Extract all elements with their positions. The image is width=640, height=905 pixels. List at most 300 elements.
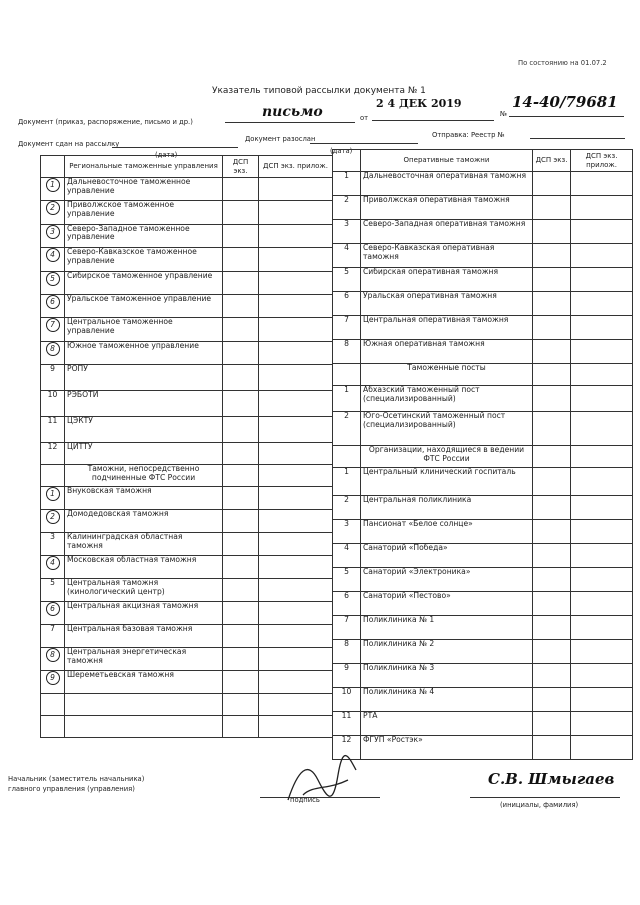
left-row-dsp-cell [223,556,259,579]
number-value: 14-40/79681 [512,93,618,111]
right-row-number [333,712,361,736]
table-row [41,391,333,417]
row-number-text: 1 [344,171,349,180]
left-row-dsp-att-cell [259,294,333,317]
right-section-title: Организации, находящиеся в ведении ФТС России [361,446,533,468]
right-row-name: Поликлиника № 4 [361,688,533,712]
section-header-row [333,364,633,386]
circled-number: 5 [46,272,60,286]
right-row-dsp-att-cell [571,616,633,640]
left-row-number [41,318,65,341]
table-row [41,648,333,671]
circled-number: 2 [46,201,60,215]
row-number-text: 9 [50,364,55,374]
right-row-dsp-att-cell [571,172,633,196]
table-row [333,520,633,544]
right-row-dsp-cell [533,640,571,664]
right-row-dsp-att-cell [571,220,633,244]
row-number-text: 7 [344,315,349,324]
left-row-name: Дальневосточное таможенное управление [65,178,223,201]
left-row-dsp-att-cell [259,625,333,648]
right-row-number [333,316,361,340]
row-number-text: 9 [344,663,349,672]
row-number-text: 4 [344,543,349,552]
left-row-name: Центральная базовая таможня [65,625,223,648]
table-row [41,201,333,224]
right-row-number [333,592,361,616]
table-row [333,268,633,292]
table-row [333,592,633,616]
row-number-text: 8 [344,339,349,348]
right-row-name: Дальневосточная оперативная таможня [361,172,533,196]
row-number-text: 1 [344,385,349,394]
right-row-dsp-att-cell [571,688,633,712]
row-number-text: 7 [344,615,349,624]
circled-number: 8 [46,342,60,356]
right-col-name: Оперативные таможни [361,150,533,172]
table-row [41,341,333,364]
table-row [333,736,633,760]
row-number-text: 7 [50,624,55,634]
right-section-dsp-att-cell [571,446,633,468]
row-number-text: 2 [344,195,349,204]
left-row-dsp-att-cell [259,556,333,579]
table-row [41,178,333,201]
circled-number: 6 [46,295,60,309]
row-number-text: 6 [344,291,349,300]
page-title: Указатель типовой рассылки документа № 1 [212,86,426,96]
table-row [41,271,333,294]
right-row-dsp-att-cell [571,412,633,446]
right-row-number [333,520,361,544]
left-row-name: Северо-Западное таможенное управление [65,224,223,247]
right-row-dsp-att-cell [571,520,633,544]
right-row-name: ФГУП «Ростэк» [361,736,533,760]
left-row-dsp-att-cell [259,391,333,417]
right-row-dsp-att-cell [571,664,633,688]
right-row-dsp-cell [533,292,571,316]
empty-cell [41,716,65,738]
left-row-number [41,341,65,364]
right-row-dsp-att-cell [571,244,633,268]
right-section-title: Таможенные посты [361,364,533,386]
left-section-num-cell [41,465,65,487]
table-row [333,544,633,568]
section-header-row [333,446,633,468]
right-row-number [333,244,361,268]
left-row-name: Северо-Кавказское таможенное управление [65,248,223,271]
left-col-num [41,156,65,178]
left-row-dsp-att-cell [259,510,333,533]
right-row-dsp-cell [533,244,571,268]
left-row-number [41,648,65,671]
left-row-name: ЦИТТУ [65,443,223,465]
left-row-dsp-att-cell [259,648,333,671]
table-row [41,579,333,602]
right-row-name: Приволжская оперативная таможня [361,196,533,220]
circled-number: 2 [46,510,60,524]
right-row-dsp-cell [533,340,571,364]
table-row [333,568,633,592]
left-row-name: Центральная акцизная таможня [65,602,223,625]
right-row-dsp-cell [533,220,571,244]
left-row-dsp-cell [223,318,259,341]
right-row-dsp-att-cell [571,712,633,736]
left-row-name: Московская областная таможня [65,556,223,579]
right-row-number [333,616,361,640]
left-row-name: Центральное таможенное управление [65,318,223,341]
left-row-dsp-att-cell [259,201,333,224]
right-row-name: Поликлиника № 1 [361,616,533,640]
left-row-dsp-att-cell [259,417,333,443]
table-row [333,712,633,736]
left-row-dsp-cell [223,443,259,465]
row-number-text: 2 [344,495,349,504]
right-row-dsp-cell [533,568,571,592]
left-row-number [41,533,65,556]
table-row [41,602,333,625]
right-section-dsp-att-cell [571,364,633,386]
right-row-number [333,640,361,664]
row-number-text: 8 [344,639,349,648]
right-section-num-cell [333,364,361,386]
left-row-number [41,510,65,533]
number-line [509,116,624,117]
right-row-number [333,268,361,292]
right-table [332,149,633,760]
right-row-name: Поликлиника № 3 [361,664,533,688]
left-row-dsp-cell [223,417,259,443]
shipment-line [530,138,625,139]
left-row-dsp-att-cell [259,579,333,602]
left-row-dsp-att-cell [259,365,333,391]
right-row-name: РТА [361,712,533,736]
left-row-dsp-cell [223,248,259,271]
left-row-number [41,294,65,317]
right-row-name: Северо-Западная оперативная таможня [361,220,533,244]
right-row-name: Уральская оперативная таможня [361,292,533,316]
left-table [40,155,333,738]
number-label: № [500,110,508,118]
empty-cell [259,716,333,738]
left-row-dsp-cell [223,625,259,648]
right-row-dsp-att-cell [571,544,633,568]
table-row [41,365,333,391]
right-row-dsp-att-cell [571,568,633,592]
signature-label: подпись [290,796,320,804]
shipment-label: Отправка: Реестр № [432,131,505,139]
section-header-row [41,465,333,487]
table-row [41,417,333,443]
right-row-dsp-cell [533,496,571,520]
circled-number: 6 [46,602,60,616]
table-row [333,292,633,316]
left-row-dsp-att-cell [259,443,333,465]
left-row-number [41,271,65,294]
right-row-dsp-cell [533,468,571,496]
right-col-dsp-att: ДСП экз. прилож. [571,150,633,172]
left-row-name: Калининградская областная таможня [65,533,223,556]
table-row [333,496,633,520]
table-row [333,196,633,220]
table-row [333,386,633,412]
table-row [333,220,633,244]
right-row-dsp-cell [533,736,571,760]
right-row-dsp-att-cell [571,196,633,220]
right-row-number [333,196,361,220]
right-row-dsp-cell [533,592,571,616]
table-row [333,688,633,712]
table-row [333,640,633,664]
right-row-dsp-att-cell [571,292,633,316]
row-number-text: 6 [344,591,349,600]
doc-type-line [225,122,355,123]
corner-note: По состоянию на 01.07.2 [518,59,607,67]
table-row [41,671,333,694]
left-row-number [41,443,65,465]
left-row-name: ЦЭКТУ [65,417,223,443]
left-row-dsp-cell [223,487,259,510]
left-row-name: Шереметьевская таможня [65,671,223,694]
right-row-dsp-cell [533,688,571,712]
table-row [41,224,333,247]
left-row-name: Сибирское таможенное управление [65,271,223,294]
table-row [41,533,333,556]
circled-number: 4 [46,556,60,570]
left-row-name: Центральная таможня (кинологический центр) [65,579,223,602]
right-row-number [333,568,361,592]
right-row-name: Центральная поликлиника [361,496,533,520]
row-number-text: 12 [341,735,352,744]
circled-number: 4 [46,248,60,262]
left-row-number [41,602,65,625]
row-number-text: 5 [344,567,349,576]
row-number-text: 1 [344,467,349,476]
doc-type-label: Документ (приказ, распоряжение, письмо и др.) [18,118,193,126]
left-row-number [41,178,65,201]
initials-label: (инициалы, фамилия) [500,801,579,809]
left-row-dsp-cell [223,294,259,317]
table-row [333,172,633,196]
date-hint-right: (дата) [330,147,353,155]
right-row-number [333,664,361,688]
empty-cell [259,694,333,716]
right-row-dsp-cell [533,268,571,292]
right-row-number [333,544,361,568]
role-line-2: главного управления (управления) [8,785,135,793]
right-row-name: Санаторий «Победа» [361,544,533,568]
empty-cell [65,716,223,738]
row-number-text: 2 [344,411,349,420]
right-row-number [333,340,361,364]
handwritten-name: С.В. Шмыгаев [488,770,615,788]
left-row-dsp-cell [223,178,259,201]
left-col-dsp-att: ДСП экз. прилож. [259,156,333,178]
row-number-text: 12 [47,442,58,452]
row-number-text: 5 [50,578,55,588]
right-row-dsp-att-cell [571,340,633,364]
table-row [41,625,333,648]
row-number-text: 11 [47,416,58,426]
left-row-number [41,417,65,443]
table-row [41,556,333,579]
left-row-name: Центральная энергетическая таможня [65,648,223,671]
right-col-num [333,150,361,172]
left-row-dsp-att-cell [259,671,333,694]
empty-cell [41,694,65,716]
right-section-num-cell [333,446,361,468]
sent-label: Документ разослан [245,135,316,143]
left-row-dsp-cell [223,579,259,602]
right-row-dsp-att-cell [571,386,633,412]
right-row-dsp-att-cell [571,316,633,340]
table-row [41,510,333,533]
right-section-dsp-cell [533,364,571,386]
left-section-dsp-cell [223,465,259,487]
left-row-number [41,671,65,694]
right-row-name: Южная оперативная таможня [361,340,533,364]
left-row-name: Южное таможенное управление [65,341,223,364]
circled-number: 1 [46,178,60,192]
right-section-dsp-cell [533,446,571,468]
from-line [372,120,494,121]
left-row-number [41,248,65,271]
right-row-dsp-cell [533,316,571,340]
right-row-name: Поликлиника № 2 [361,640,533,664]
left-row-number [41,487,65,510]
left-row-dsp-cell [223,271,259,294]
table-row [41,248,333,271]
circled-number: 9 [46,671,60,685]
doc-type-value: письмо [262,104,323,120]
right-row-name: Северо-Кавказская оперативная таможня [361,244,533,268]
circled-number: 1 [46,487,60,501]
left-row-dsp-att-cell [259,318,333,341]
date-hint-left: (дата) [155,151,178,159]
right-row-name: Центральный клинический госпиталь [361,468,533,496]
submitted-line [112,147,238,148]
row-number-text: 3 [50,532,55,542]
left-row-number [41,625,65,648]
row-number-text: 10 [341,687,352,696]
right-row-number [333,292,361,316]
right-row-dsp-att-cell [571,468,633,496]
right-row-dsp-cell [533,412,571,446]
left-row-dsp-cell [223,533,259,556]
right-row-name: Сибирская оперативная таможня [361,268,533,292]
initials-line [470,797,620,798]
left-row-dsp-cell [223,391,259,417]
left-row-name: РЭБОТИ [65,391,223,417]
right-row-number [333,496,361,520]
table-row [333,340,633,364]
right-col-dsp: ДСП экз. [533,150,571,172]
right-row-number [333,412,361,446]
table-row [333,412,633,446]
right-row-dsp-cell [533,196,571,220]
right-row-dsp-cell [533,664,571,688]
right-row-name: Санаторий «Электроника» [361,568,533,592]
right-row-dsp-att-cell [571,268,633,292]
left-row-dsp-att-cell [259,602,333,625]
left-row-number [41,556,65,579]
right-row-dsp-cell [533,616,571,640]
left-section-dsp-att-cell [259,465,333,487]
right-row-number [333,386,361,412]
left-section-title: Таможни, непосредственно подчиненные ФТС России [65,465,223,487]
left-row-name: Внуковская таможня [65,487,223,510]
left-row-dsp-att-cell [259,487,333,510]
table-row [333,244,633,268]
right-row-number [333,172,361,196]
table-row [333,616,633,640]
role-line-1: Начальник (заместитель начальника) [8,775,145,783]
row-number-text: 3 [344,519,349,528]
table-row [333,664,633,688]
circled-number: 7 [46,318,60,332]
right-row-name: Пансионат «Белое солнце» [361,520,533,544]
left-row-name: Уральское таможенное управление [65,294,223,317]
right-row-number [333,468,361,496]
left-row-dsp-cell [223,648,259,671]
table-row [41,487,333,510]
left-row-dsp-cell [223,224,259,247]
left-row-number [41,579,65,602]
right-row-number [333,220,361,244]
row-number-text: 10 [47,390,58,400]
left-row-dsp-att-cell [259,533,333,556]
left-row-name: Домодедовская таможня [65,510,223,533]
right-row-dsp-cell [533,544,571,568]
left-col-dsp: ДСП экз. [223,156,259,178]
right-row-name: Абхазский таможенный пост (специализированный) [361,386,533,412]
circled-number: 3 [46,225,60,239]
left-row-name: Приволжское таможенное управление [65,201,223,224]
left-row-dsp-cell [223,602,259,625]
right-row-dsp-att-cell [571,640,633,664]
row-number-text: 3 [344,219,349,228]
left-row-dsp-cell [223,365,259,391]
circled-number: 8 [46,648,60,662]
left-row-dsp-cell [223,341,259,364]
right-row-dsp-cell [533,386,571,412]
left-row-number [41,391,65,417]
table-row [41,294,333,317]
left-row-dsp-cell [223,510,259,533]
right-row-number [333,688,361,712]
empty-cell [65,694,223,716]
right-row-name: Центральная оперативная таможня [361,316,533,340]
date-stamp: 2 4 ДЕК 2019 [376,97,462,110]
right-row-name: Юго-Осетинский таможенный пост (специализированный) [361,412,533,446]
empty-cell [223,694,259,716]
left-row-dsp-att-cell [259,341,333,364]
left-row-dsp-att-cell [259,271,333,294]
left-row-dsp-cell [223,671,259,694]
right-row-name: Санаторий «Пестово» [361,592,533,616]
left-row-dsp-att-cell [259,248,333,271]
left-row-dsp-att-cell [259,224,333,247]
row-number-text: 5 [344,267,349,276]
from-label: от [360,114,369,122]
left-row-number [41,365,65,391]
left-col-name: Региональные таможенные управления [65,156,223,178]
left-row-dsp-cell [223,201,259,224]
left-row-number [41,224,65,247]
row-number-text: 11 [341,711,352,720]
left-row-name: РОПУ [65,365,223,391]
right-row-dsp-cell [533,712,571,736]
